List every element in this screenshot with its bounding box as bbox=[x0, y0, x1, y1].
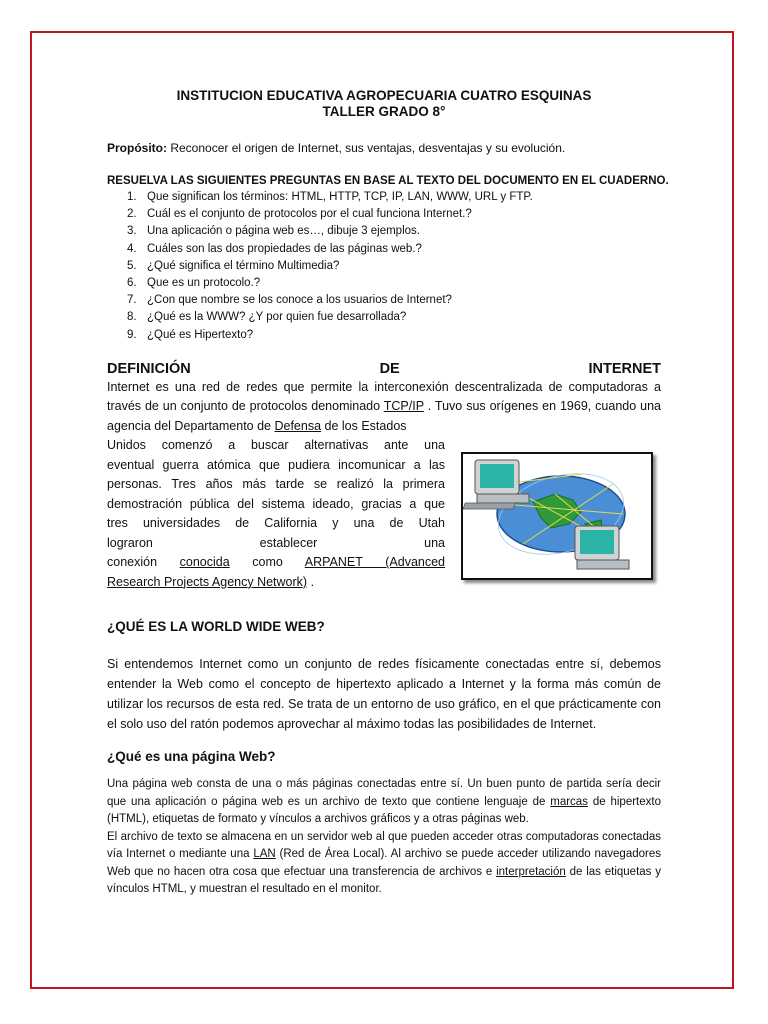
institution-title: INSTITUCION EDUCATIVA AGROPECUARIA CUATRO ESQUINAS bbox=[176, 88, 592, 103]
definition-continued: Unidos comenzó a buscar alternativas ante una eventual guerra atómica que pudiera incomunicar a las personas. Tres años más tarde se realizó la primera demostración pública del sistema ideado, gracias a que tres universidades de California y una de Utah lograron establecer una conexión conocida como ARPANET (Advanced Research Projects Agency Network) . bbox=[107, 436, 661, 592]
list-item: 1. Que significan los términos: HTML, HTTP, TCP, IP, LAN, WWW, URL y FTP. bbox=[127, 191, 533, 203]
list-item: 3. Una aplicación o página web es…, dibuje 3 ejemplos. bbox=[127, 225, 420, 238]
definition-paragraph: Internet es una red de redes que permite la interconexión descentralizada de computadoras a través de un conjunto de protocolos denominado TCP/IP . Tuvo sus orígenes en 1969, cuando una agencia del Departamento de Defensa de los Estados bbox=[107, 379, 661, 433]
definition-heading: DEFINICIÓN DE INTERNET bbox=[107, 360, 661, 377]
list-item: 4. Cuáles son las dos propiedades de las páginas web.? bbox=[127, 242, 422, 255]
list-item: 9. ¿Qué es Hipertexto? bbox=[127, 328, 254, 341]
list-item: 2. Cuál es el conjunto de protocolos por el cual funciona Internet.? bbox=[127, 208, 472, 221]
instructions: RESUELVA LAS SIGUIENTES PREGUNTAS EN BASE AL TEXTO DEL DOCUMENTO EN EL CUADERNO. bbox=[107, 175, 669, 187]
purpose-label: Propósito: bbox=[107, 141, 167, 155]
link-tcp-ip[interactable]: TCP/IP bbox=[383, 399, 424, 414]
purpose bbox=[107, 140, 661, 156]
workshop-title: TALLER GRADO 8° bbox=[322, 104, 446, 119]
link-arpanet[interactable]: ARPANET (Advanced bbox=[304, 555, 446, 570]
link-conocida[interactable]: conocida bbox=[179, 555, 230, 570]
link-arpanet-cont[interactable]: Research Projects Agency Network) bbox=[107, 574, 308, 589]
list-item: 8. ¿Qué es la WWW? ¿Y por quien fue desarrollada? bbox=[127, 311, 407, 324]
webpage-paragraph: Una página web consta de una o más páginas conectadas entre sí. Un buen punto de partida sería decir que una aplicación o página web es un archivo de texto que contiene lenguaje de marcas de hipertexto (HTML), etiquetas de formato y vínculos a archivos gráficos y a otras páginas web. El archivo de texto se almacena en un servidor web al que pueden acceder otras computadoras conectadas vía Internet o mediante una LAN (Red de Área Local). Al archivo se puede acceder utilizando navegadores Web que no hacen otra cosa que efectuar una transferencia de archivos e interpretación de las etiquetas y vínculos HTML, y muestran el resultado en el monitor. bbox=[107, 778, 662, 896]
link-marcas[interactable]: marcas bbox=[550, 795, 588, 808]
link-lan[interactable]: LAN bbox=[253, 848, 276, 861]
purpose-text: Reconocer el origen de Internet, sus ventajas, desventajas y su evolución. bbox=[167, 141, 566, 155]
document-body bbox=[107, 88, 669, 899]
webpage-heading: ¿Qué es una página Web? bbox=[107, 749, 276, 765]
link-interpretacion[interactable]: interpretación bbox=[496, 865, 566, 878]
network-illustration bbox=[461, 452, 653, 580]
www-paragraph: Si entendemos Internet como un conjunto de redes físicamente conectadas entre sí, debemos entender la Web como el concepto de hipertexto aplicado a Internet y la forma más común de utilizar los recursos de esta red. Se trata de un entorno de uso gráfico, en el que prácticamente con el solo uso del ratón podemos aprovechar al máximo todas las posibilidades de Internet. bbox=[107, 657, 661, 732]
www-heading: ¿QUÉ ES LA WORLD WIDE WEB? bbox=[107, 619, 325, 635]
list-item: 7. ¿Con que nombre se los conoce a los usuarios de Internet? bbox=[127, 294, 452, 307]
question-list bbox=[107, 189, 661, 344]
link-defensa[interactable]: Defensa bbox=[274, 418, 322, 433]
list-item: 5. ¿Qué significa el término Multimedia? bbox=[127, 259, 340, 272]
network-globe-icon bbox=[463, 454, 651, 578]
list-item: 6. Que es un protocolo.? bbox=[127, 277, 261, 290]
